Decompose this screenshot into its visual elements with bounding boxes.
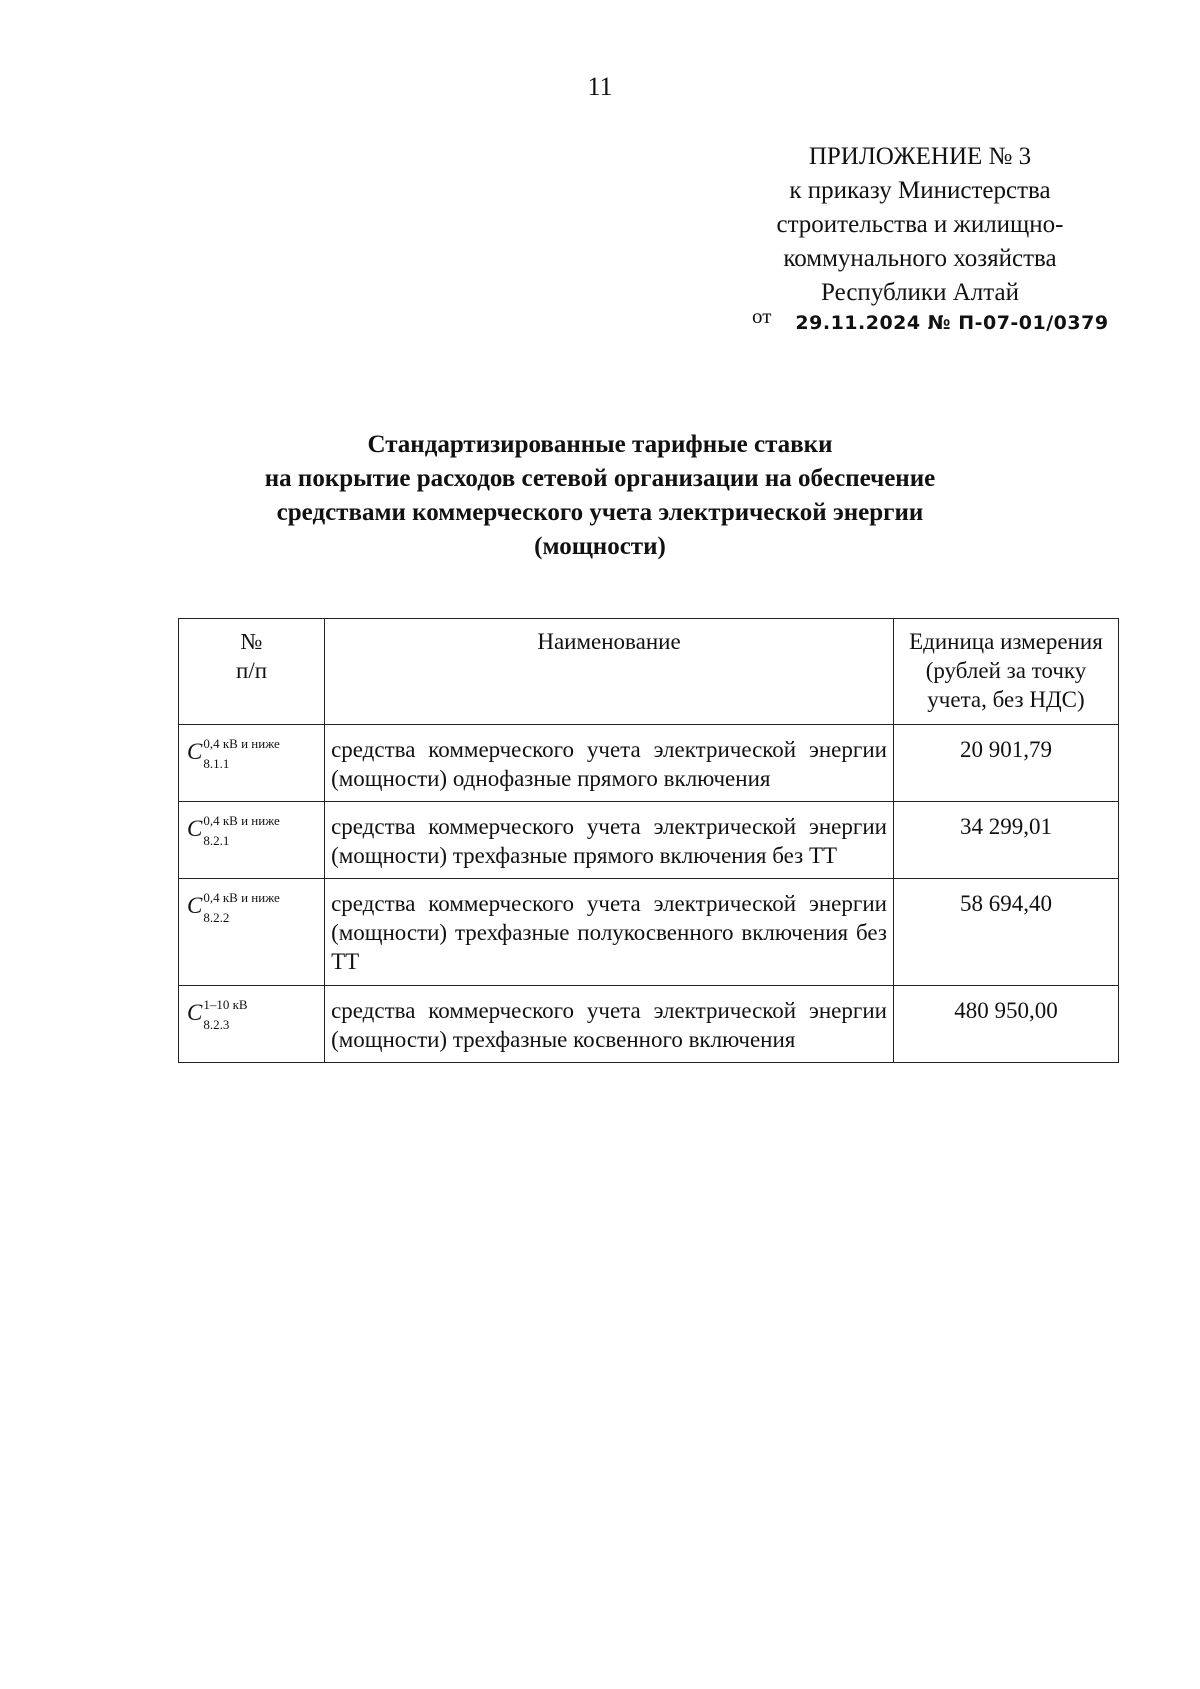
rate-value-cell: 58 694,40: [893, 879, 1118, 986]
table-header-row: [179, 619, 1119, 725]
appendix-title: ПРИЛОЖЕНИЕ № 3: [808, 143, 1032, 170]
rate-code: C 0,4 кВ и ниже 8.1.1: [187, 736, 280, 771]
rate-code-index: 8.2.3: [203, 1017, 230, 1032]
rate-code-index: 8.1.1: [203, 756, 230, 771]
rate-code-voltage: 0,4 кВ и ниже: [203, 813, 280, 828]
title-line: (мощности): [534, 533, 666, 560]
rate-code-index: 8.2.2: [203, 910, 230, 925]
appendix-line: строительства и жилищно-: [776, 211, 1064, 238]
appendix-line: к приказу Министерства: [789, 177, 1051, 204]
rate-name-cell: средства коммерческого учета электрической энергии (мощности) трехфазные прямого включения без ТТ: [325, 802, 894, 879]
document-title: [0, 428, 1200, 564]
rate-code-cell: [179, 802, 325, 879]
rate-name-cell: средства коммерческого учета электрической энергии (мощности) трехфазные полукосвенного включения без ТТ: [325, 879, 894, 986]
rate-value-cell: 20 901,79: [893, 725, 1118, 802]
header-number: № п/п: [179, 619, 325, 725]
order-date-number-stamp: 29.11.2024 № П-07-01/0379: [795, 312, 1109, 334]
page-number: 11: [587, 72, 613, 101]
order-reference: [752, 304, 1109, 335]
table-row: [179, 802, 1119, 879]
rate-value-cell: 480 950,00: [893, 986, 1118, 1063]
table-row: [179, 879, 1119, 986]
appendix-line: Республики Алтай: [821, 279, 1019, 306]
appendix-line: коммунального хозяйства: [783, 245, 1057, 272]
rate-code: C 0,4 кВ и ниже 8.2.1: [187, 813, 280, 848]
rate-code: C 1–10 кВ 8.2.3: [187, 997, 248, 1032]
rate-value-cell: 34 299,01: [893, 802, 1118, 879]
rate-code-cell: [179, 986, 325, 1063]
table-row: [179, 986, 1119, 1063]
rate-code: C 0,4 кВ и ниже 8.2.2: [187, 890, 280, 925]
appendix-block: [740, 140, 1100, 310]
header-name: Наименование: [325, 619, 894, 725]
rate-code-index: 8.2.1: [203, 833, 230, 848]
rate-code-cell: [179, 725, 325, 802]
order-prefix: от: [752, 304, 772, 328]
title-line: на покрытие расходов сетевой организации на обеспечение: [264, 465, 936, 492]
title-line: средствами коммерческого учета электрической энергии: [276, 499, 924, 526]
title-line: Стандартизированные тарифные ставки: [367, 431, 833, 458]
rate-name-cell: средства коммерческого учета электрической энергии (мощности) трехфазные косвенного включения: [325, 986, 894, 1063]
table-row: [179, 725, 1119, 802]
rate-code-voltage: 0,4 кВ и ниже: [203, 736, 280, 751]
tariff-rates-table: [178, 618, 1119, 1063]
rate-name-cell: средства коммерческого учета электрической энергии (мощности) однофазные прямого включения: [325, 725, 894, 802]
rate-code-voltage: 0,4 кВ и ниже: [203, 890, 280, 905]
rate-code-cell: [179, 879, 325, 986]
header-unit: Единица измерения (рублей за точку учета, без НДС): [893, 619, 1118, 725]
rate-code-voltage: 1–10 кВ: [203, 997, 248, 1012]
